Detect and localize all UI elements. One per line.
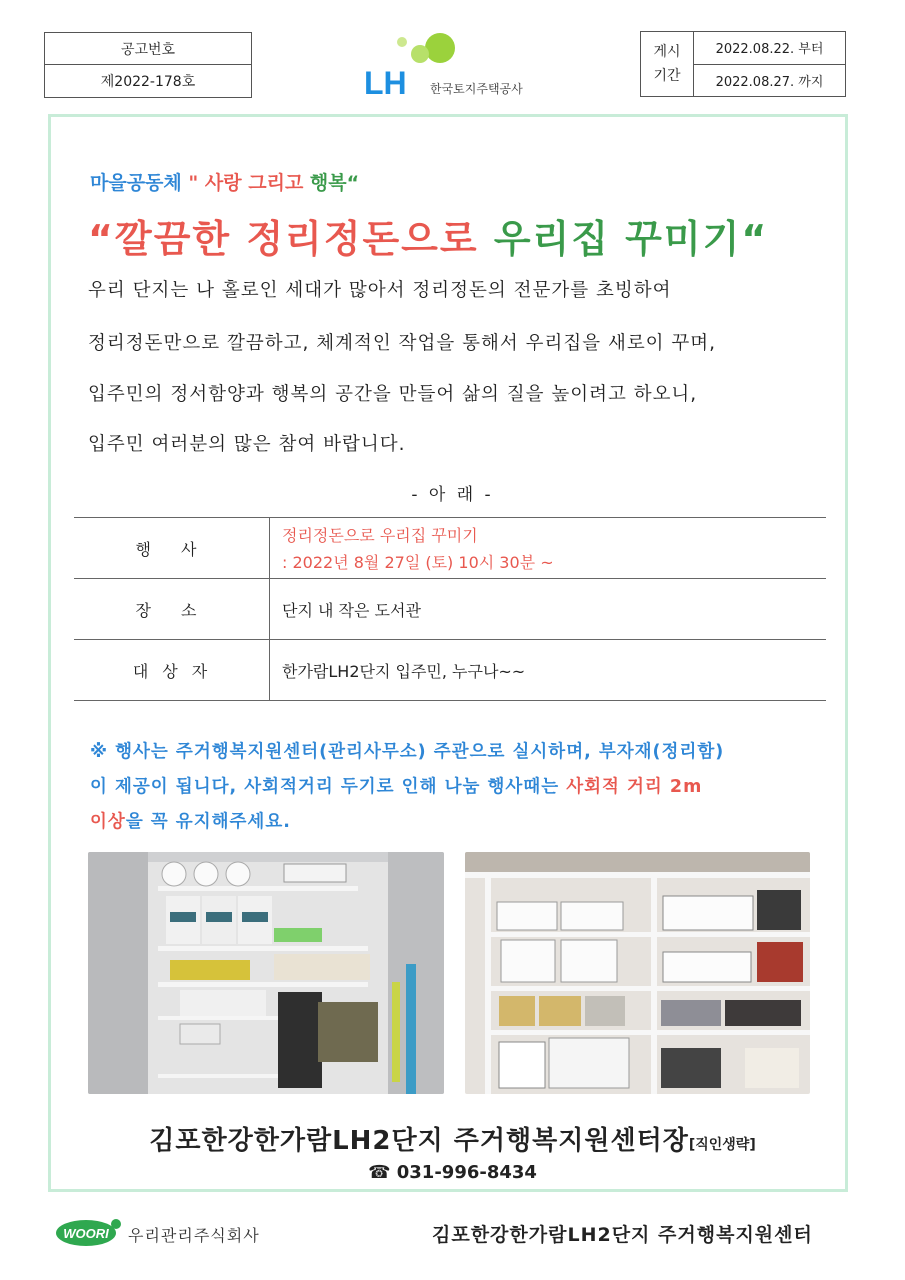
table-row <box>74 518 826 579</box>
posting-label-1: 게시 <box>653 44 681 60</box>
company-name: 우리관리주식회사 <box>128 1226 260 1245</box>
target-value: 한가람LH2단지 입주민, 누구나~~ <box>270 640 827 701</box>
place-value: 단지 내 작은 도서관 <box>270 579 827 640</box>
intro-line-2: 정리정돈만으로 깔끔하고, 체계적인 작업을 통해서 우리집을 새로이 꾸며, <box>88 333 717 354</box>
note-line-2-blue: 이 제공이 됩니다, 사회적거리 두기로 인해 나눔 행사때는 <box>90 777 567 797</box>
intro-line-4: 입주민 여러분의 많은 참여 바랍니다. <box>88 434 406 455</box>
details-heading: - 아 래 - <box>411 485 494 505</box>
phone-line <box>0 1162 905 1183</box>
woori-logo-text: WOORI <box>63 1226 109 1241</box>
page-title <box>88 208 768 263</box>
subtitle-quote-close: “ <box>346 172 360 194</box>
event-info-table <box>74 517 826 701</box>
title-quote-open: “ <box>88 217 115 261</box>
sender-text: 김포한강한가람LH2단지 주거행복지원센터장 <box>149 1126 689 1156</box>
note-line-3-red: 이상 <box>90 812 126 832</box>
place-key: 장소 <box>74 579 270 640</box>
posting-from: 2022.08.22. 부터 <box>715 42 824 58</box>
woori-logo <box>56 1218 122 1252</box>
note-line-3 <box>90 808 820 833</box>
event-value <box>270 518 827 579</box>
note-line-2-red: 사회적 거리 2m <box>566 777 703 797</box>
event-value-datetime: : 2022년 8월 27일 (토) 10시 30분 ~ <box>282 553 554 572</box>
subtitle-part1: 마을공동체 <box>90 172 182 194</box>
note-line-1: ※ 행사는 주거행복지원센터(관리사무소) 주관으로 실시하며, 부자재(정리함) <box>90 742 725 762</box>
lh-logo-text: LH <box>364 65 407 100</box>
center-name: 김포한강한가람LH2단지 주거행복지원센터 <box>432 1224 813 1246</box>
notice-label: 공고번호 <box>120 41 176 58</box>
subtitle-part2: 사랑 그리고 <box>204 172 310 194</box>
subtitle-part3: 행복 <box>309 172 347 194</box>
title-quote-close: “ <box>741 217 769 261</box>
org-name: 한국토지주택공사 <box>430 82 523 96</box>
subtitle <box>90 168 359 195</box>
title-part2: 우리집 꾸미기 <box>493 217 742 261</box>
sender-name <box>0 1120 905 1157</box>
posting-label-2: 기간 <box>653 68 681 84</box>
event-value-title: 정리정돈으로 우리집 꾸미기 <box>282 526 478 545</box>
intro-line-1: 우리 단지는 나 홀로인 세대가 많아서 정리정돈의 전문가를 초빙하여 <box>88 280 672 301</box>
event-key: 행사 <box>74 518 270 579</box>
storage-closet-photo <box>88 852 444 1094</box>
title-part1: 깔끔한 정리정돈으로 <box>114 217 494 261</box>
note-line-2 <box>90 773 820 798</box>
subtitle-quote-open: " <box>181 172 205 194</box>
notice-number-box <box>44 32 252 98</box>
posting-period-label <box>641 32 694 96</box>
table-row <box>74 579 826 640</box>
note-line-3-blue: 을 꼭 유지해주세요. <box>125 812 291 832</box>
posting-period-box <box>640 31 846 97</box>
phone-number: 031-996-8434 <box>396 1162 537 1183</box>
storage-shelf-photo <box>465 852 810 1094</box>
intro-line-3: 입주민의 정서함양과 행복의 공간을 만들어 삶의 질을 높이려고 하오니, <box>88 384 698 405</box>
seal-note: [직인생략] <box>688 1137 756 1153</box>
table-row <box>74 640 826 701</box>
target-key: 대상자 <box>74 640 270 701</box>
posting-to: 2022.08.27. 까지 <box>694 64 845 97</box>
telephone-icon: ☎ <box>368 1162 397 1183</box>
notice-number: 제2022-178호 <box>45 64 251 96</box>
